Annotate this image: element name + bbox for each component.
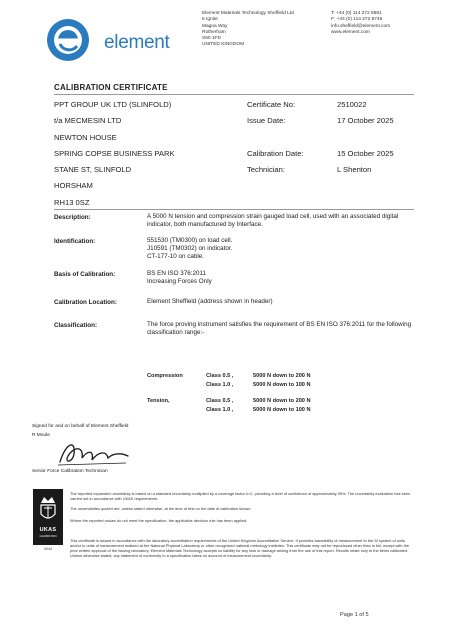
location-label: Calibration Location: (54, 299, 117, 306)
header-contact (331, 11, 390, 36)
identification-line: J10591 (TM0302) on indicator. (147, 245, 233, 252)
ukas-name: UKAS (39, 527, 57, 533)
basis-line: BS EN ISO 376:2011 (147, 270, 207, 277)
certificate-values (337, 97, 394, 178)
calibration-date-label: Calibration Date: (247, 148, 304, 158)
address-line: Rotherham (202, 29, 226, 35)
decision-rule-statement: Where the reported values do not meet the specification, the applicable decision rule has been applied. (70, 518, 248, 523)
title-divider (54, 94, 414, 95)
issue-date: 17 October 2025 (337, 116, 394, 126)
classification-text: The force proving instrument satisfies the requirement of BS EN ISO 376:2011 for the following classification range:- (147, 321, 412, 336)
customer-line: HORSHAM (54, 181, 93, 191)
address-line: UNITED KINGDOM (202, 42, 245, 48)
basis-line: Increasing Forces Only (147, 278, 212, 285)
ukas-accreditation-mark (33, 489, 63, 545)
class-value: Class 0.5 , (206, 373, 234, 379)
address-line: S60 1FD (202, 36, 221, 42)
identification-label: Identification: (54, 238, 96, 245)
ukas-subtitle: CALIBRATION (39, 535, 57, 538)
description-label: Description: (54, 214, 91, 221)
address-line: Magna Way (202, 23, 228, 29)
class-range: 5000 N down to 100 N (253, 382, 311, 388)
class-mode: Compression (147, 373, 183, 379)
page-number: Page 1 of 5 (340, 612, 369, 618)
email-address: info.sheffield@element.com (331, 23, 391, 29)
issue-date-label: Issue Date: (247, 116, 286, 126)
signatory-role: Senior Force Calibration Technician (32, 469, 108, 474)
customer-line: SPRING COPSE BUSINESS PARK (54, 148, 175, 158)
address-line: 5 Ignite (202, 17, 218, 23)
class-range: 5000 N down to 200 N (253, 398, 311, 404)
signatory-name: R Moule (32, 433, 50, 438)
customer-address (54, 97, 175, 211)
customer-line: t/a MECMESIN LTD (54, 116, 122, 126)
certificate-title: CALIBRATION CERTIFICATE (54, 83, 168, 92)
certificate-labels (247, 97, 337, 178)
identification-line: 551530 (TM0300) on load cell. (147, 237, 233, 244)
details-divider (54, 209, 414, 210)
accreditation-statement: This certificate is issued in accordance with the laboratory accreditation requirements of the United Kingdom Accreditation Service. It provides traceability of measurement to the SI system of units and/or to units of measurement realised at the National Physical Laboratory or other recognised national metrology institutes. This certificate may not be reproduced other than in full, except with the prior written approval of the issuing laboratory. Element Materials Technology accepts no liability for any loss or damage arising from the use of this report. Results relate only to the items calibrated. Unless otherwise stated, any statement of conformity to a specification takes no account of measurement uncertainty. (70, 538, 410, 558)
certificate-number-label: Certificate No: (247, 100, 296, 109)
fax-number: F: +44 (0) 114 272 8746 (331, 17, 383, 23)
class-value: Class 1.0 , (206, 382, 234, 388)
crown-crest-icon (38, 494, 58, 524)
handwritten-signature (54, 436, 136, 468)
validity-statement: The uncertainties quoted are, unless stated otherwise, at the time of test on the date of calibration shown. (70, 506, 252, 511)
header-address (202, 11, 294, 49)
logo-wordmark: element (104, 32, 170, 53)
location-text: Element Sheffield (address shown in header) (147, 298, 273, 305)
customer-line: NEWTON HOUSE (54, 132, 117, 142)
basis-text (147, 270, 415, 286)
phone-number: T: +44 (0) 114 272 8881 (331, 11, 382, 16)
uncertainty-statement: The reported expanded uncertainty is based on a standard uncertainty multiplied by a coverage factor k=2, providing a level of confidence of approximately 95%. The uncertainty evaluation has been carried out in accordance with UKAS requirements. (70, 491, 411, 501)
classification-label: Classification: (54, 322, 98, 329)
identification-text (147, 237, 415, 261)
calibration-date: 15 October 2025 (337, 148, 394, 158)
certificate-number: 2510022 (337, 100, 367, 109)
website: www.element.com (331, 29, 370, 35)
class-mode: Tension, (147, 398, 170, 404)
class-range: 5000 N down to 200 N (253, 373, 311, 379)
ukas-lab-number: 0044 (44, 547, 52, 551)
identification-line: CT-177-10 on cable. (147, 253, 205, 260)
technician-name: L Shenton (337, 165, 372, 175)
class-value: Class 0.5 , (206, 398, 234, 404)
signed-on-behalf: Signed for and on behalf of Element Sheffield (32, 424, 129, 429)
basis-label: Basis of Calibration: (54, 271, 116, 278)
customer-line: PPT GROUP UK LTD (SLINFOLD) (54, 100, 172, 109)
customer-line: STANE ST, SLINFOLD (54, 165, 132, 175)
class-range: 5000 N down to 100 N (253, 407, 311, 413)
class-value: Class 1.0 , (206, 407, 234, 413)
description-text: A 5000 N tension and compression strain gauged load cell, used with an associated digital indicator, both manufactured by Interface. (147, 213, 399, 228)
address-line: Element Materials Technology Sheffield Ltd (202, 11, 294, 16)
technician-label: Technician: (247, 165, 285, 175)
customer-line: RH13 0SZ (54, 197, 90, 207)
